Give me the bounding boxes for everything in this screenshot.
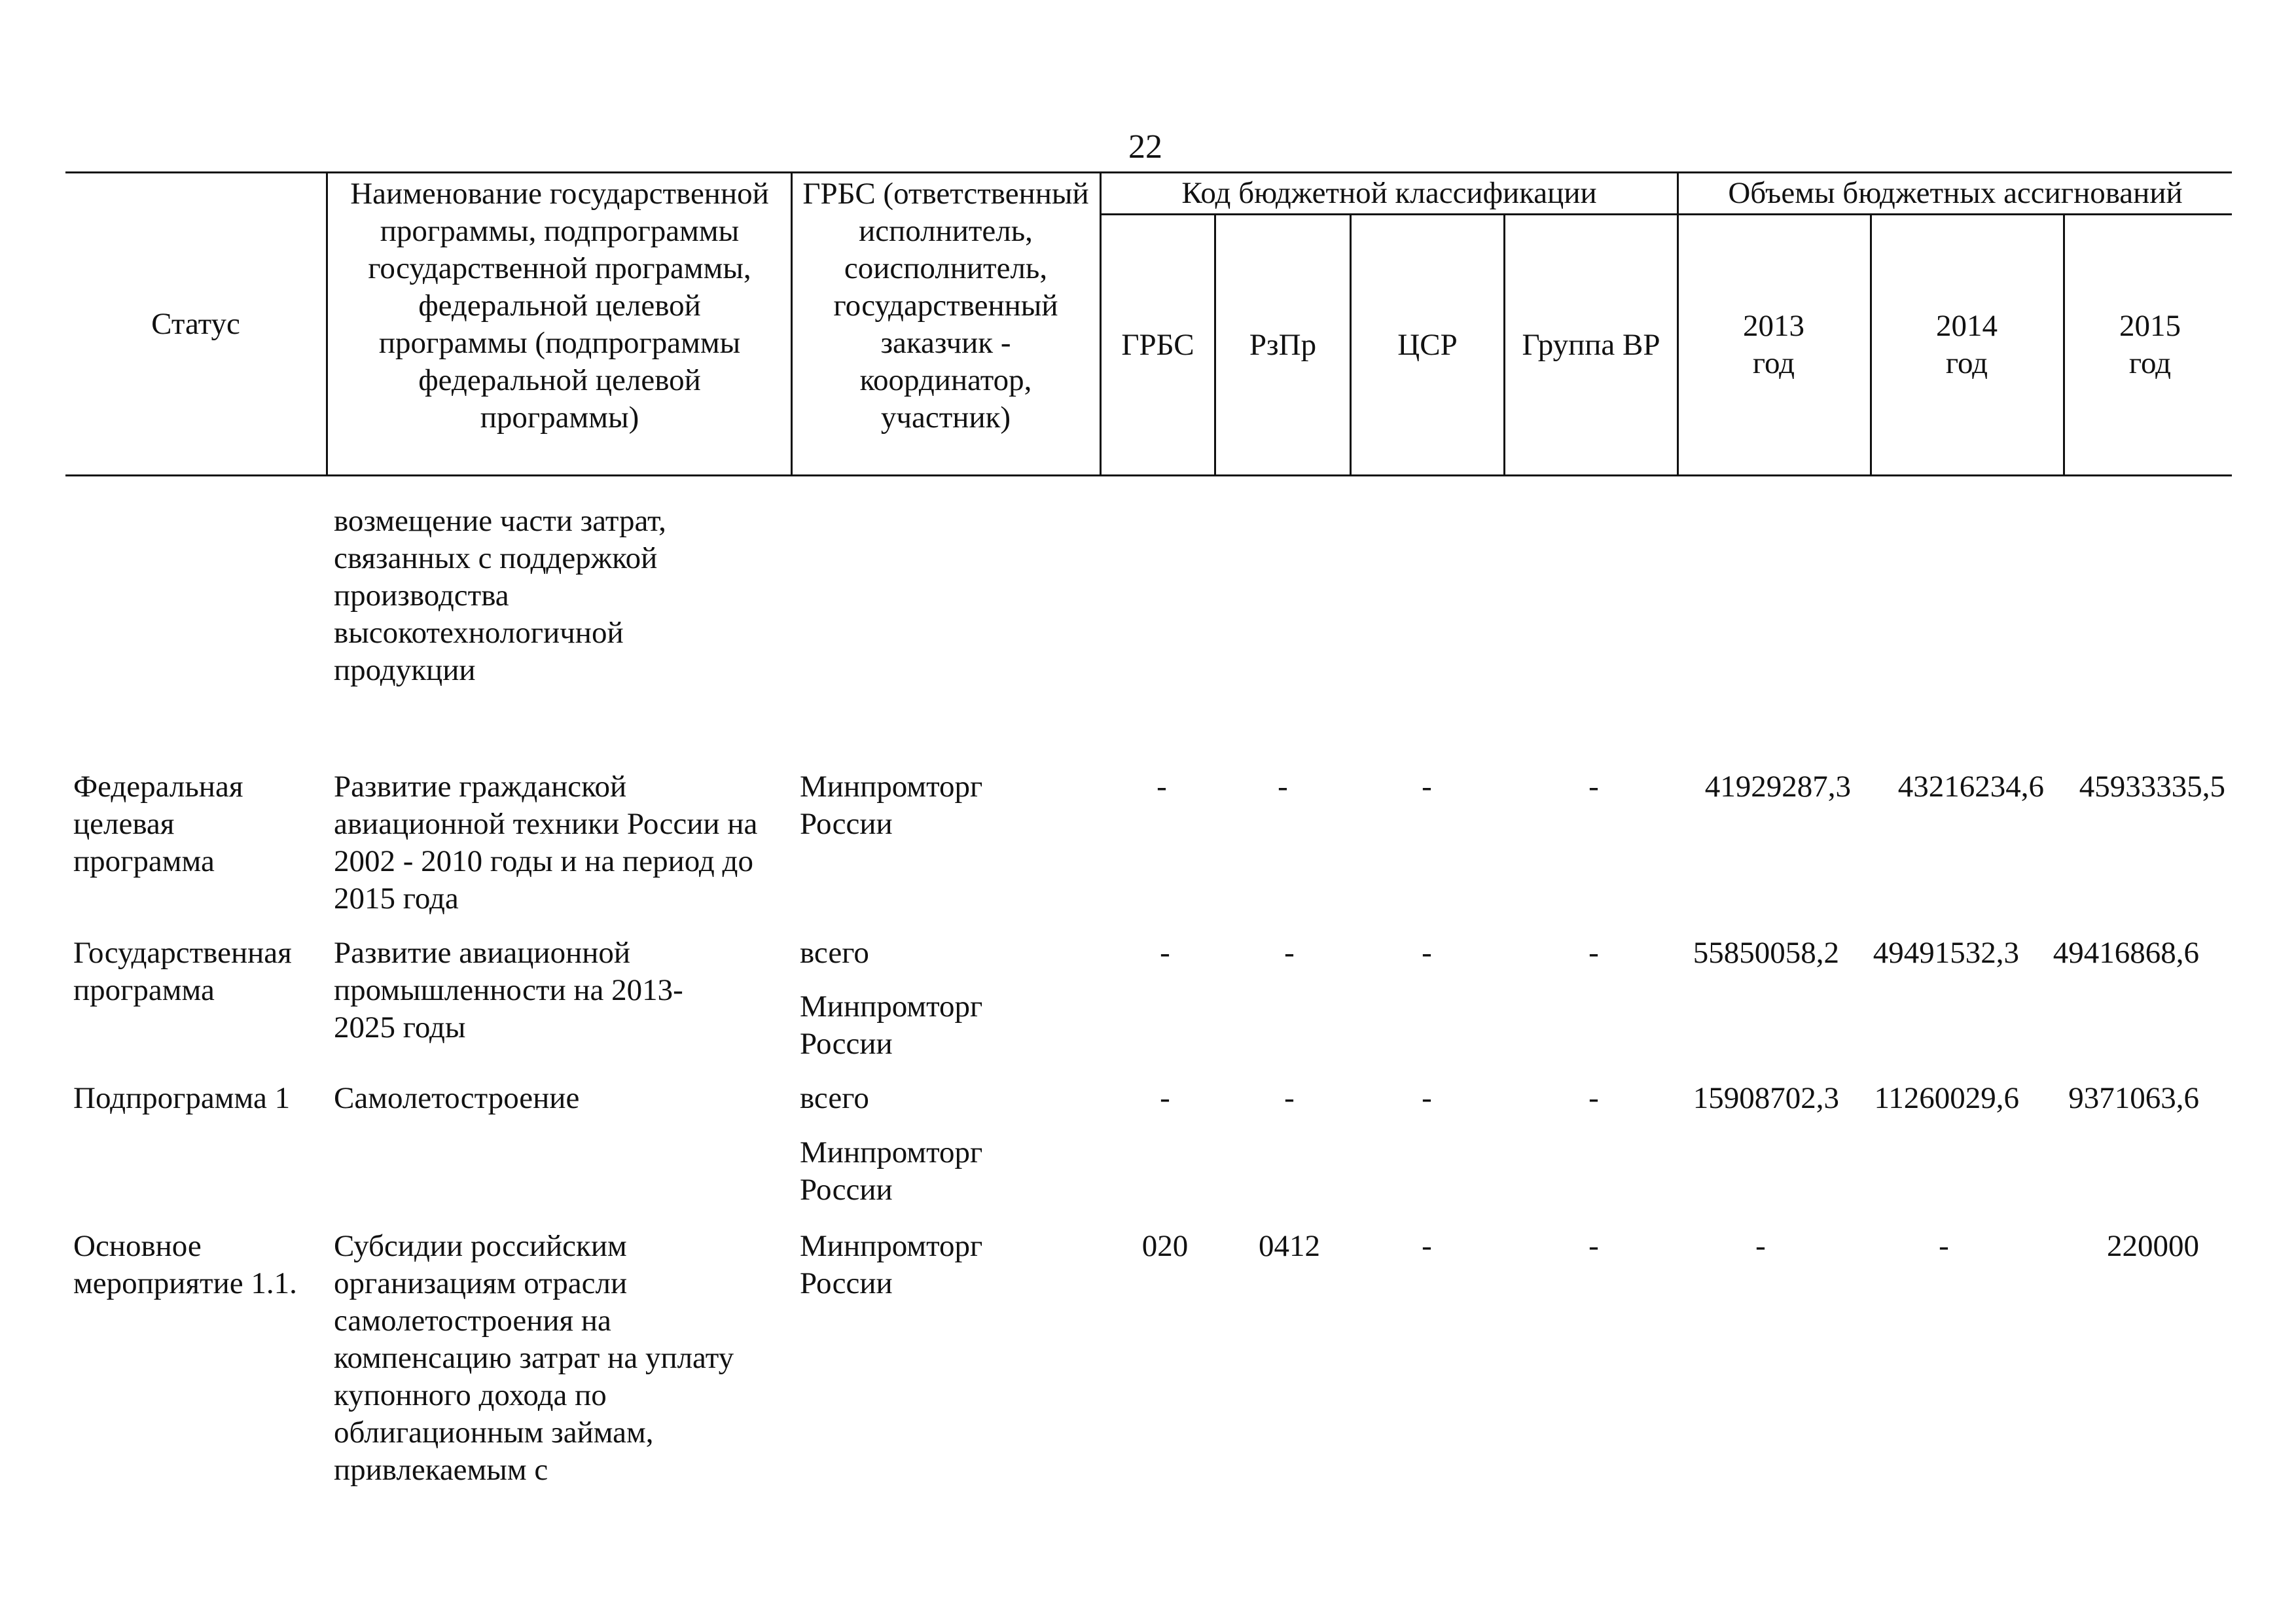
row-4-vr: -: [1588, 1229, 1599, 1263]
row-3-name: Самолетостроение: [334, 1081, 580, 1115]
row-4-name: Субсидии российским организациям отрасли самолетостроения на компенсацию затрат на уплату купонного дохода по облигационным займам, привлекаемым с: [334, 1229, 734, 1487]
row-3-y2013: 15908702,3: [1693, 1081, 1839, 1115]
row-2-grbs: -: [1160, 936, 1170, 970]
row-1-vr: -: [1588, 770, 1599, 804]
header-rzpr: РзПр: [1249, 327, 1317, 362]
row-1-grbs: -: [1157, 770, 1167, 804]
row-3-rzpr: -: [1284, 1081, 1295, 1115]
row-3-csr: -: [1422, 1081, 1432, 1115]
row-1-y2015: 45933335,5: [2079, 770, 2225, 804]
header-year-2015: 2015 год: [2119, 309, 2181, 380]
row-2-name: Развитие авиационной промышленности на 2013-2025 годы: [334, 936, 683, 1044]
header-col-divider: [1870, 213, 1872, 476]
row-3-grbs-responsible: всего: [800, 1081, 869, 1115]
row-4-csr: -: [1422, 1229, 1432, 1263]
row-2-y2014: 49491532,3: [1873, 936, 2019, 970]
row-1-name: Развитие гражданской авиационной техники России на 2002 - 2010 годы и на период до 2015 года: [334, 770, 758, 916]
row-2-status: Государственная программа: [73, 936, 292, 1007]
row-4-y2014: -: [1939, 1229, 1949, 1263]
row-1-csr: -: [1422, 770, 1432, 804]
header-col-divider: [2063, 213, 2065, 476]
header-budget-volumes: Объемы бюджетных ассигнований: [1728, 176, 2183, 210]
header-name: Наименование государственной программы, подпрограммы государственной программы, федеральной целевой программы (подпрограммы федеральной целевой программы): [350, 177, 769, 435]
row-0-name: возмещение части затрат, связанных с поддержкой производства высокотехнологичной продукции: [334, 504, 666, 687]
header-bottom-rule: [65, 474, 2232, 476]
row-1-y2014: 43216234,6: [1897, 770, 2044, 804]
header-col-divider: [791, 171, 793, 476]
row-3-grbs-responsible-ministry: Минпромторг России: [800, 1135, 983, 1207]
row-2-grbs-responsible-ministry: Минпромторг России: [800, 990, 983, 1061]
row-3-vr: -: [1588, 1081, 1599, 1115]
row-4-grbs-responsible: Минпромторг России: [800, 1229, 983, 1300]
header-grbs-responsible: ГРБС (ответственный исполнитель, соисполнитель, государственный заказчик - координатор, участник): [802, 177, 1089, 435]
header-status: Статус: [151, 306, 240, 341]
header-budget-code: Код бюджетной классификации: [1181, 176, 1597, 210]
header-year-2014: 2014 год: [1936, 309, 1998, 380]
row-4-grbs: 020: [1141, 1229, 1189, 1263]
row-1-status: Федеральная целевая программа: [73, 770, 243, 878]
row-1-grbs-responsible: Минпромторг России: [800, 770, 983, 841]
row-4-status: Основное мероприятие 1.1.: [73, 1229, 297, 1300]
row-3-grbs: -: [1160, 1081, 1170, 1115]
header-csr: ЦСР: [1397, 327, 1458, 362]
row-2-vr: -: [1588, 936, 1599, 970]
row-3-status: Подпрограмма 1: [73, 1081, 291, 1115]
header-vr: Группа ВР: [1522, 327, 1660, 362]
row-1-y2013: 41929287,3: [1704, 770, 1851, 804]
header-grbs: ГРБС: [1121, 327, 1194, 362]
row-4-y2015: 220000: [2107, 1229, 2199, 1263]
page-number: 22: [1128, 128, 1162, 166]
row-1-rzpr: -: [1278, 770, 1288, 804]
row-2-rzpr: -: [1284, 936, 1295, 970]
header-col-divider: [1677, 171, 1679, 476]
header-col-divider: [326, 171, 328, 476]
row-4-y2013: -: [1755, 1229, 1766, 1263]
row-4-rzpr: 0412: [1259, 1229, 1320, 1263]
row-3-y2014: 11260029,6: [1874, 1081, 2019, 1115]
header-year-2013: 2013 год: [1743, 309, 1804, 380]
row-2-grbs-responsible: всего: [800, 936, 869, 970]
row-2-y2015: 49416868,6: [2053, 936, 2199, 970]
row-3-y2015: 9371063,6: [2068, 1081, 2199, 1115]
row-2-csr: -: [1422, 936, 1432, 970]
header-top-rule: [65, 171, 2232, 173]
row-2-y2013: 55850058,2: [1693, 936, 1839, 970]
